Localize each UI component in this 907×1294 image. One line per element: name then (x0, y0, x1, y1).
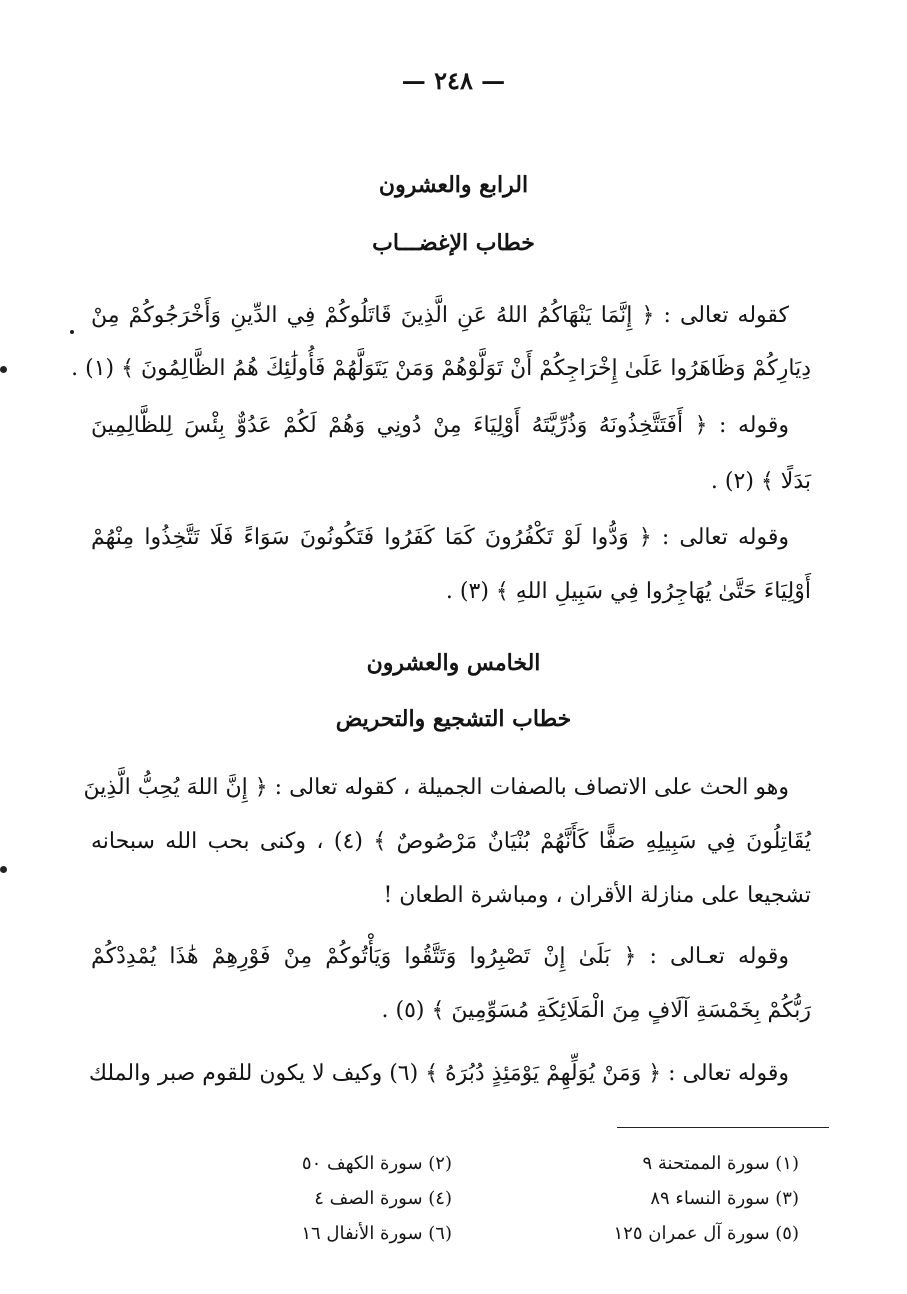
page-number: — ٢٤٨ — (401, 66, 506, 95)
text-line: وقوله : ﴿ أَفَتَتَّخِذُونَهُ وَذُرِّيَّتَهُ أَوْلِيَاءَ مِنْ دُونِي وَهُمْ لَكُمْ عَدُوٌّ بِئْسَ لِلظَّالِمِينَ (91, 413, 789, 438)
text-line: يُقَاتِلُونَ فِي سَبِيلِهِ صَفًّا كَأَنَّهُمْ بُنْيَانٌ مَرْصُوصٌ ﴾ (٤) ، وكنى بحب الله سبحانه (91, 829, 811, 854)
section-24-subtitle: خطاب الإغضـــاب (372, 230, 535, 256)
footnote: (٤) سورة الصف ٤ (314, 1188, 452, 1209)
text-line: وقوله تعالى : ﴿ وَمَنْ يُوَلِّهِمْ يَوْمَئِذٍ دُبُرَهُ ﴾ (٦) وكيف لا يكون للقوم صبر والملك (88, 1061, 789, 1086)
footnote: (٢) سورة الكهف ٥٠ (301, 1153, 452, 1174)
footnote: (٥) سورة آل عمران ١٢٥ (613, 1223, 799, 1244)
text-line: وقوله تعـالى : ﴿ بَلَىٰ إِنْ تَصْبِرُوا وَتَتَّقُوا وَيَأْتُوكُمْ مِنْ فَوْرِهِمْ هَٰذَا يُمْدِدْكُمْ (91, 944, 789, 969)
section-25-subtitle: خطاب التشجيع والتحريض (335, 706, 572, 732)
section-25-title: الخامس والعشرون (366, 650, 541, 676)
footnote-separator (617, 1127, 829, 1128)
footnote: (٦) سورة الأنفال ١٦ (301, 1223, 452, 1244)
text-line: رَبُّكُمْ بِخَمْسَةِ آلَافٍ مِنَ الْمَلَائِكَةِ مُسَوِّمِينَ ﴾ (٥) . (381, 998, 811, 1023)
text-line: أَوْلِيَاءَ حَتَّىٰ يُهَاجِرُوا فِي سَبِيلِ اللهِ ﴾ (٣) . (445, 579, 811, 604)
scan-margin-mark (0, 866, 7, 873)
text-line: وقوله تعالى : ﴿ وَدُّوا لَوْ تَكْفُرُونَ كَمَا كَفَرُوا فَتَكُونُونَ سَوَاءً فَلَا تَتَّخِذُوا مِنْهُمْ (91, 525, 789, 550)
footnote: (١) سورة الممتحنة ٩ (642, 1153, 799, 1174)
text-line: دِيَارِكُمْ وَظَاهَرُوا عَلَىٰ إِخْرَاجِكُمْ أَنْ تَوَلَّوْهُمْ وَمَنْ يَتَوَلَّهُمْ فَأُولَٰئِكَ هُمُ الظَّالِمُونَ ﴾ (١) . (71, 356, 811, 381)
scan-speck (70, 330, 74, 334)
text-line: وهو الحث على الاتصاف بالصفات الجميلة ، كقوله تعالى : ﴿ إِنَّ اللهَ يُحِبُّ الَّذِينَ (83, 775, 789, 800)
text-line: تشجيعا على منازلة الأقران ، ومباشرة الطعان ! (383, 883, 811, 908)
text-line: بَدَلًا ﴾ (٢) . (710, 469, 811, 494)
section-24-title: الرابع والعشرون (378, 172, 529, 198)
text-line: كقوله تعالى : ﴿ إِنَّمَا يَنْهَاكُمُ اللهُ عَنِ الَّذِينَ قَاتَلُوكُمْ فِي الدِّينِ وَأَخْرَجُوكُمْ مِنْ (91, 303, 789, 328)
scan-margin-mark (0, 366, 7, 373)
footnote: (٣) سورة النساء ٨٩ (650, 1188, 799, 1209)
